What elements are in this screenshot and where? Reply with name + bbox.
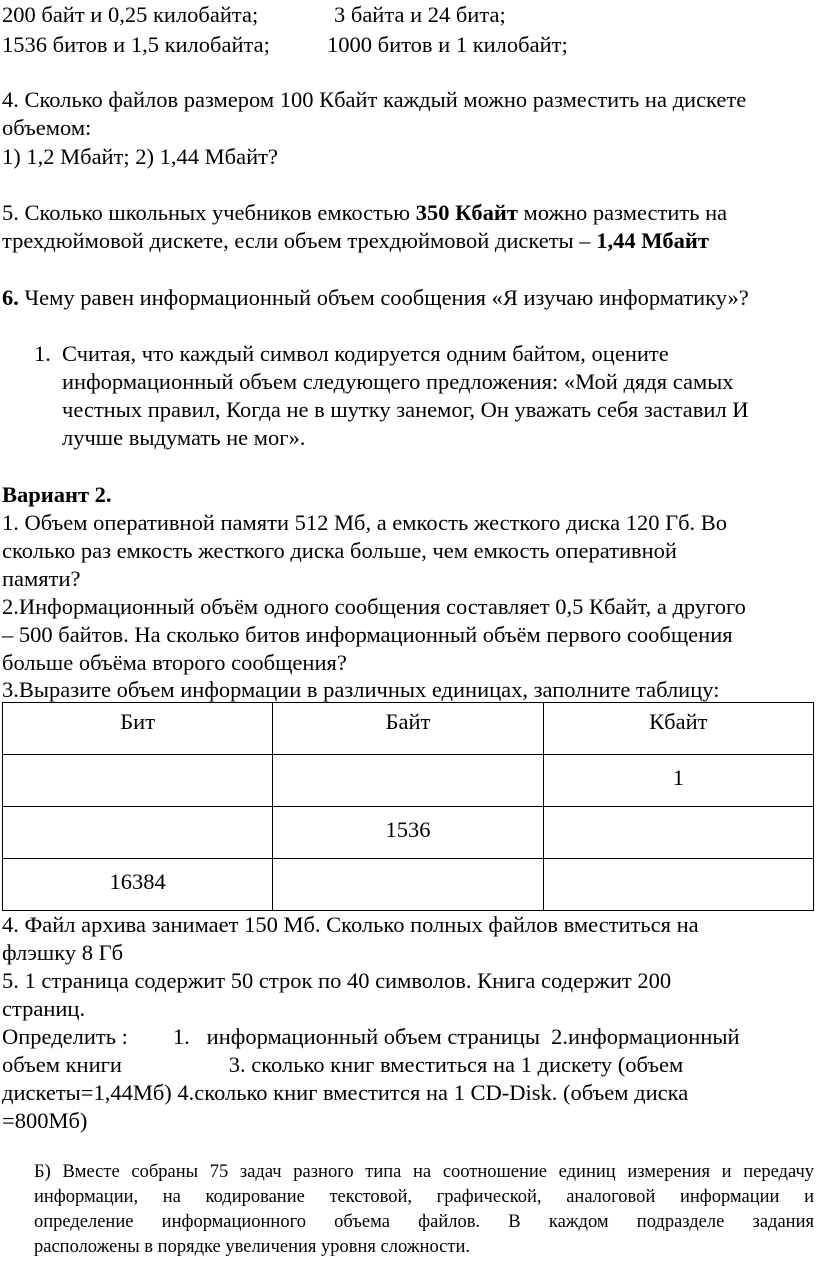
table-row (3, 859, 814, 911)
v-question-2-line-3: больше объёма второго сообщения? (2, 650, 347, 675)
answer-options-line-2b (327, 32, 568, 58)
question-6 (2, 285, 749, 311)
table-cell: 16384 (3, 859, 273, 911)
question-number: 6. (2, 285, 19, 310)
footer-line: Б) Вместе собраны 75 задач разного типа на соотношение единиц измерения и передачу (34, 1162, 814, 1182)
question-5-line-2 (2, 228, 709, 254)
table-header-cell: Бит (3, 703, 273, 755)
answer-options-line-1b (334, 2, 506, 28)
table-cell (273, 755, 543, 807)
table-header-row (3, 703, 814, 755)
table-cell: 1536 (273, 807, 543, 859)
table-cell (543, 807, 813, 859)
table-cell (3, 755, 273, 807)
v-question-5-line-6: =800Мб) (2, 1108, 88, 1133)
question-text: Чему равен информационный объем сообщения «Я изучаю информатику»? (18, 285, 749, 310)
list-item-number: 1. (34, 341, 51, 366)
answer-options-line-2 (2, 32, 270, 58)
v-question-4-line-2: флэшку 8 Гб (2, 940, 124, 965)
question-text: трехдюймовой дискете, если объем трехдюймовой дискеты – (2, 228, 597, 253)
variant-title: Вариант 2. (2, 482, 112, 507)
list-item-line-1: Считая, что каждый символ кодируется одним байтом, оцените (62, 341, 669, 366)
table-header-cell: Кбайт (543, 703, 813, 755)
question-4-line-3: 1) 1,2 Мбайт; 2) 1,44 Мбайт? (2, 144, 278, 169)
table-row (3, 755, 814, 807)
answer-options-line-1 (2, 2, 258, 28)
table-cell (273, 859, 543, 911)
question-text: 5. Сколько школьных учебников емкостью (2, 200, 416, 225)
bold-value: 1,44 Мбайт (596, 228, 709, 253)
v-question-1-line-3: памяти? (2, 566, 81, 591)
v-question-5-line-5: дискеты=1,44Мб) 4.сколько книг вместится на 1 CD-Disk. (объем диска (2, 1080, 689, 1105)
option-text: 3 байта и 24 бита; (334, 2, 506, 27)
table-cell (3, 807, 273, 859)
list-item-line-4: лучше выдумать не мог». (62, 425, 306, 450)
v-question-5-line-3: Определить : 1. информационный объем страницы 2.информационный (2, 1024, 740, 1049)
bold-value: 350 Кбайт (415, 200, 518, 225)
v-question-2-line-2: – 500 байтов. На сколько битов информационный объём первого сообщения (2, 622, 733, 647)
footer-line: определение информационного объема файлов. В каждом подразделе задания (34, 1212, 814, 1232)
footer-line: информации, на кодирование текстовой, графической, аналоговой информации и (34, 1187, 814, 1207)
v-question-3-line-1: 3.Выразите объем информации в различных единицах, заполните таблицу: (2, 677, 720, 702)
table-cell: 1 (543, 755, 813, 807)
footer-paragraph (34, 1160, 814, 1260)
table-header-cell: Байт (273, 703, 543, 755)
units-table (2, 702, 814, 911)
list-item-line-2: информационный объем следующего предложения: «Мой дядя самых (62, 369, 734, 394)
v-question-4-line-1: 4. Файл архива занимает 150 Мб. Сколько полных файлов вместиться на (2, 912, 699, 937)
question-4-line-1: 4. Сколько файлов размером 100 Кбайт каждый можно разместить на дискете (2, 87, 747, 112)
option-text: 1000 битов и 1 килобайт; (327, 32, 568, 57)
option-text: 1536 битов и 1,5 килобайта; (2, 32, 270, 57)
v-question-5-line-4: объем книги 3. сколько книг вместиться на 1 дискету (объем (2, 1052, 684, 1077)
question-4-line-2: объемом: (2, 115, 92, 140)
v-question-2-line-1: 2.Информационный объём одного сообщения составляет 0,5 Кбайт, а другого (2, 594, 746, 619)
table-cell (543, 859, 813, 911)
v-question-5-line-2: страниц. (2, 996, 86, 1021)
question-text: можно разместить на (517, 200, 728, 225)
list-item-line-3: честных правил, Когда не в шутку занемог, Он уважать себя заставил И (62, 397, 749, 422)
v-question-5-line-1: 5. 1 страница содержит 50 строк по 40 символов. Книга содержит 200 (2, 968, 672, 993)
v-question-1-line-1: 1. Объем оперативной памяти 512 Мб, а емкость жесткого диска 120 Гб. Во (2, 510, 728, 535)
option-text: 200 байт и 0,25 килобайта; (2, 2, 259, 27)
v-question-1-line-2: сколько раз емкость жесткого диска больше, чем емкость оперативной (2, 538, 677, 563)
table-row (3, 807, 814, 859)
footer-line: расположены в порядке увеличения уровня сложности. (34, 1237, 470, 1257)
question-5-line-1 (2, 200, 727, 226)
